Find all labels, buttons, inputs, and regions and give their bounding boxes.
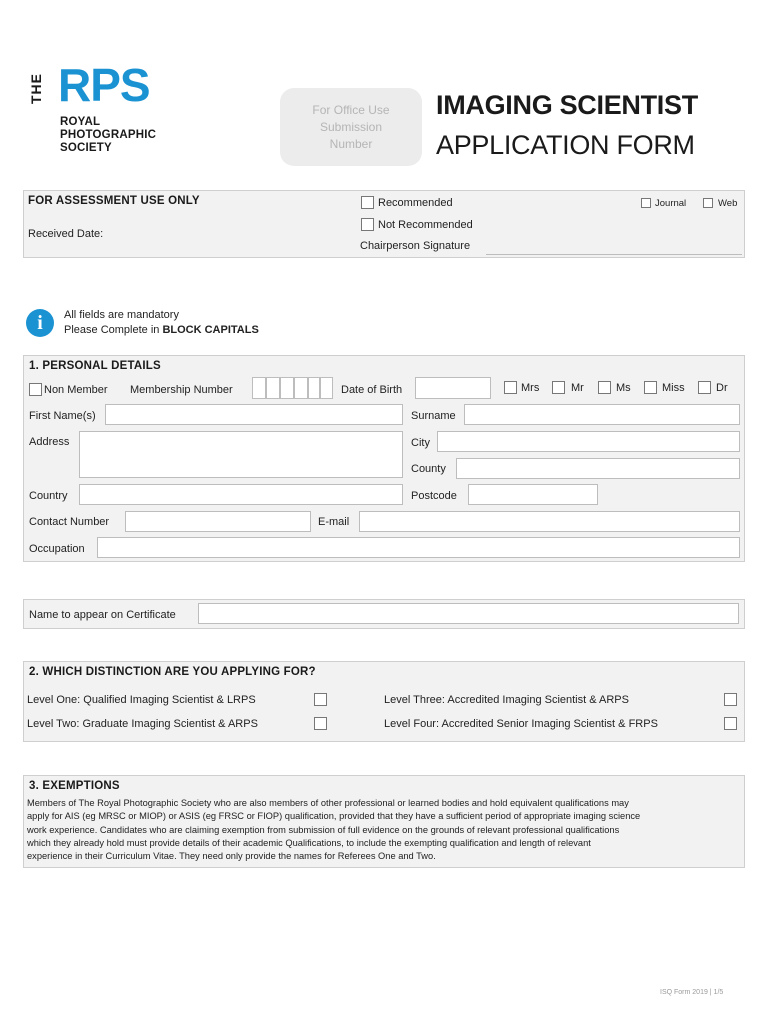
occupation-label: Occupation (29, 543, 85, 555)
level-three-checkbox[interactable] (724, 693, 737, 706)
logo-the-text: THE (28, 73, 44, 104)
logo-subtitle (60, 116, 156, 155)
mandatory-notice: All fields are mandatory (64, 309, 179, 321)
exemptions-line-4: which they already hold must provide details of their academic Qualifications, to include the exempting qualification and length of relevant (27, 837, 591, 848)
address-label: Address (29, 436, 70, 448)
level-four-checkbox[interactable] (724, 717, 737, 730)
surname-input[interactable] (464, 404, 740, 425)
page-footer: ISQ Form 2019 | 1/5 (660, 989, 724, 996)
exemptions-line-1: Members of The Royal Photographic Society who are also members of other professional or learned bodies and hold equivalent qualifications may (27, 798, 629, 808)
title-mrs-checkbox[interactable] (504, 381, 517, 394)
level-four-label: Level Four: Accredited Senior Imaging Scientist & FRPS (384, 718, 658, 730)
certificate-name-label: Name to appear on Certificate (29, 609, 176, 621)
membership-digit-5[interactable] (308, 377, 320, 399)
distinction-heading: 2. WHICH DISTINCTION ARE YOU APPLYING FOR? (29, 666, 316, 678)
contact-number-input[interactable] (125, 511, 311, 532)
logo-line-photographic: PHOTOGRAPHIC (60, 129, 157, 141)
county-input[interactable] (456, 458, 740, 479)
journal-label: Journal (655, 198, 687, 209)
level-one-checkbox[interactable] (314, 693, 327, 706)
country-label: Country (29, 490, 68, 502)
logo-line-society: SOCIETY (60, 142, 112, 154)
non-member-checkbox[interactable] (29, 383, 42, 396)
membership-digit-2[interactable] (266, 377, 280, 399)
title-ms-checkbox[interactable] (598, 381, 611, 394)
recommended-label: Recommended (378, 197, 453, 209)
exemptions-line-3: work experience. Candidates who are claiming exemption from submission of full evidence on the grounds of relevant professional qualifications (27, 824, 620, 835)
occupation-input[interactable] (97, 537, 740, 558)
postcode-label: Postcode (411, 490, 457, 502)
non-member-label: Non Member (44, 384, 108, 396)
email-label: E-mail (318, 516, 350, 528)
level-two-label: Level Two: Graduate Imaging Scientist & ARPS (27, 718, 258, 730)
title-dr-label: Dr (716, 382, 728, 394)
country-input[interactable] (79, 484, 403, 505)
title-mrs-label: Mrs (521, 382, 540, 394)
level-three-label: Level Three: Accredited Imaging Scientist & ARPS (384, 694, 629, 706)
city-input[interactable] (437, 431, 740, 452)
web-label: Web (718, 198, 738, 209)
web-checkbox[interactable] (703, 198, 713, 208)
chairperson-signature-label: Chairperson Signature (360, 240, 471, 252)
membership-digit-6[interactable] (320, 377, 333, 399)
block-capitals-notice (64, 324, 259, 336)
contact-number-label: Contact Number (29, 516, 110, 528)
exemptions-heading: 3. EXEMPTIONS (29, 780, 120, 792)
certificate-name-input[interactable] (198, 603, 739, 624)
office-use-line2: Submission (319, 120, 383, 134)
assessment-heading: FOR ASSESSMENT USE ONLY (28, 195, 200, 207)
address-input[interactable] (79, 431, 403, 478)
level-two-checkbox[interactable] (314, 717, 327, 730)
block-capitals-prefix: Please Complete in (64, 324, 163, 336)
title-miss-label: Miss (662, 382, 685, 394)
email-input[interactable] (359, 511, 740, 532)
office-use-line3: Number (329, 137, 373, 151)
membership-digit-1[interactable] (252, 377, 266, 399)
membership-digit-3[interactable] (280, 377, 294, 399)
title-mr-label: Mr (571, 382, 584, 394)
exemptions-line-5: experience in their Curriculum Vitae. They need only provide the names for Referees One and Two. (27, 851, 436, 862)
office-use-line1: For Office Use (312, 103, 390, 117)
not-recommended-checkbox[interactable] (361, 218, 374, 231)
city-label: City (411, 437, 430, 449)
form-subtitle: APPLICATION FORM (436, 130, 695, 160)
date-of-birth-label: Date of Birth (341, 384, 403, 396)
office-use-box (280, 88, 422, 166)
not-recommended-label: Not Recommended (378, 219, 473, 231)
title-dr-checkbox[interactable] (698, 381, 711, 394)
membership-number-label: Membership Number (130, 384, 233, 396)
logo-line-royal: ROYAL (60, 116, 101, 128)
first-names-input[interactable] (105, 404, 403, 425)
membership-digit-4[interactable] (294, 377, 308, 399)
exemptions-paragraph (27, 797, 743, 863)
form-title: IMAGING SCIENTIST (436, 90, 698, 120)
journal-checkbox[interactable] (641, 198, 651, 208)
received-date-label: Received Date: (28, 228, 104, 240)
title-miss-checkbox[interactable] (644, 381, 657, 394)
block-capitals-bold: BLOCK CAPITALS (162, 324, 259, 336)
exemptions-line-2: apply for AIS (eg MRSC or MIOP) or ASIS (eg FRSC or FIOP) qualification, provided that they have a sufficient period of appropriate imaging science (27, 811, 641, 822)
chairperson-signature-line[interactable] (486, 254, 742, 255)
postcode-input[interactable] (468, 484, 598, 505)
county-label: County (411, 463, 446, 475)
personal-details-heading: 1. PERSONAL DETAILS (29, 360, 161, 372)
logo-rps: RPS (58, 59, 150, 111)
level-one-label: Level One: Qualified Imaging Scientist & LRPS (27, 694, 256, 706)
logo-the (28, 68, 58, 104)
recommended-checkbox[interactable] (361, 196, 374, 209)
info-icon: i (26, 309, 54, 337)
title-ms-label: Ms (616, 382, 631, 394)
date-of-birth-input[interactable] (415, 377, 491, 399)
title-mr-checkbox[interactable] (552, 381, 565, 394)
first-names-label: First Name(s) (29, 410, 96, 422)
surname-label: Surname (411, 410, 456, 422)
